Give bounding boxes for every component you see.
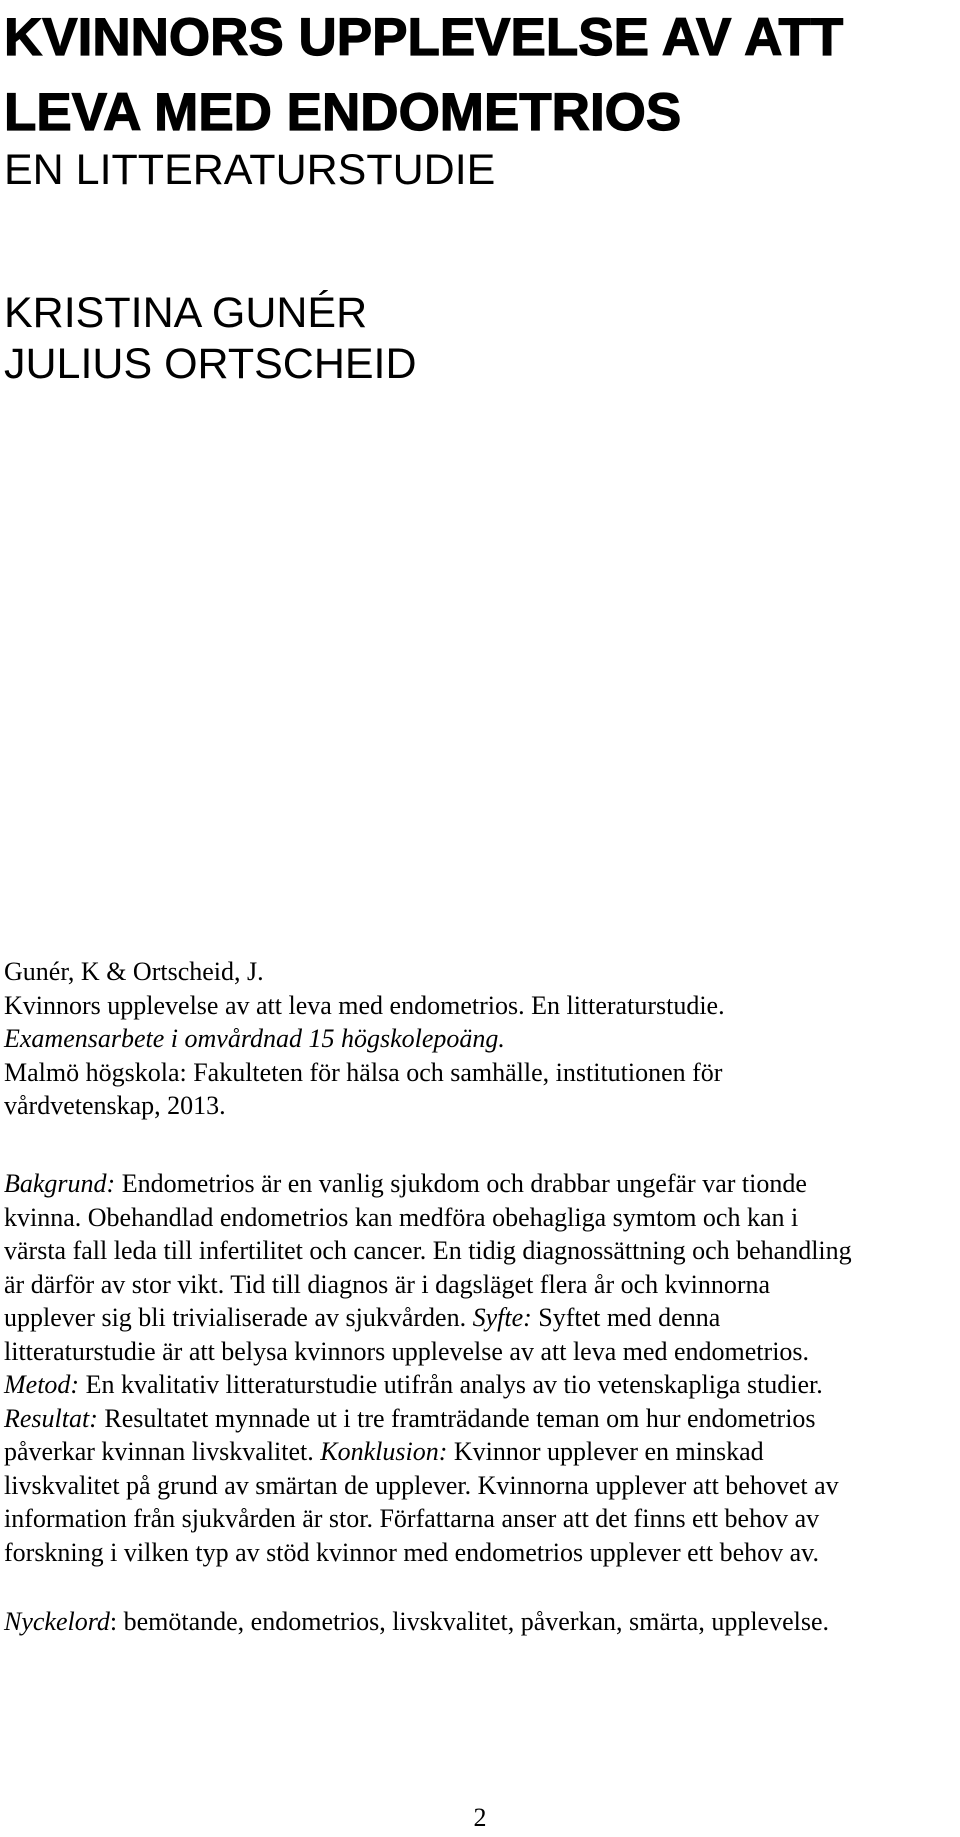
abstract-line: information från sjukvården är stor. Författarna anser att det finns ett behov av <box>4 1504 820 1533</box>
keywords-label: Nyckelord <box>4 1607 110 1636</box>
author-name: JULIUS ORTSCHEID <box>4 340 417 388</box>
title-line-1: KVINNORS UPPLEVELSE AV ATT <box>4 8 844 67</box>
citation <box>4 955 954 1123</box>
metod-label: Metod: <box>4 1370 80 1399</box>
konklusion-label: Konklusion: <box>320 1437 448 1466</box>
citation-authors: Gunér, K & Ortscheid, J. <box>4 957 264 986</box>
author-name: KRISTINA GUNÉR <box>4 289 368 337</box>
abstract-line: livskvalitet på grund av smärtan de upplever. Kvinnorna upplever att behovet av <box>4 1470 839 1500</box>
authors <box>4 288 417 390</box>
title-line-2: LEVA MED ENDOMETRIOS <box>4 83 682 142</box>
keywords-list: : bemötande, endometrios, livskvalitet, påverkan, smärta, upplevelse. <box>109 1607 830 1636</box>
abstract-line: påverkar kvinnan livskvalitet. Konklusion: Kvinnor upplever en minskad <box>4 1437 764 1466</box>
resultat-label: Resultat: <box>4 1403 98 1433</box>
page-number: 2 <box>473 1803 487 1832</box>
abstract-line: forskning i vilken typ av stöd kvinnor med endometrios upplever ett behov av. <box>4 1537 819 1567</box>
abstract-line: kvinna. Obehandlad endometrios kan medföra obehagliga symtom och kan i <box>4 1202 799 1232</box>
citation-institution-cont: vårdvetenskap, 2013. <box>4 1091 226 1120</box>
bakgrund-label: Bakgrund: <box>4 1169 116 1198</box>
abstract-line: värsta fall leda till infertilitet och cancer. En tidig diagnossättning och behandling <box>4 1236 852 1265</box>
keywords <box>4 1605 829 1639</box>
abstract-line: upplever sig bli trivialiserade av sjukvården. Syfte: Syftet med denna <box>4 1303 721 1332</box>
abstract-line: är därför av stor vikt. Tid till diagnos är i dagsläget flera år och kvinnorna <box>4 1269 771 1299</box>
abstract-line: Bakgrund: Endometrios är en vanlig sjukdom och drabbar ungefär var tionde <box>4 1169 807 1198</box>
syfte-label: Syfte: <box>472 1303 532 1332</box>
citation-thesis-type: Examensarbete i omvårdnad 15 högskolepoäng. <box>4 1024 505 1053</box>
subtitle: EN LITTERATURSTUDIE <box>4 146 496 194</box>
abstract-line: Metod: En kvalitativ litteraturstudie utifrån analys av tio vetenskapliga studier. <box>4 1370 823 1399</box>
abstract-line: litteraturstudie är att belysa kvinnors upplevelse av att leva med endometrios. <box>4 1336 810 1366</box>
abstract <box>4 1167 956 1569</box>
citation-institution: Malmö högskola: Fakulteten för hälsa och samhälle, institutionen för <box>4 1057 723 1087</box>
title-block <box>4 0 954 196</box>
citation-title: Kvinnors upplevelse av att leva med endometrios. En litteraturstudie. <box>4 990 725 1020</box>
abstract-line: Resultat: Resultatet mynnade ut i tre framträdande teman om hur endometrios <box>4 1403 816 1433</box>
